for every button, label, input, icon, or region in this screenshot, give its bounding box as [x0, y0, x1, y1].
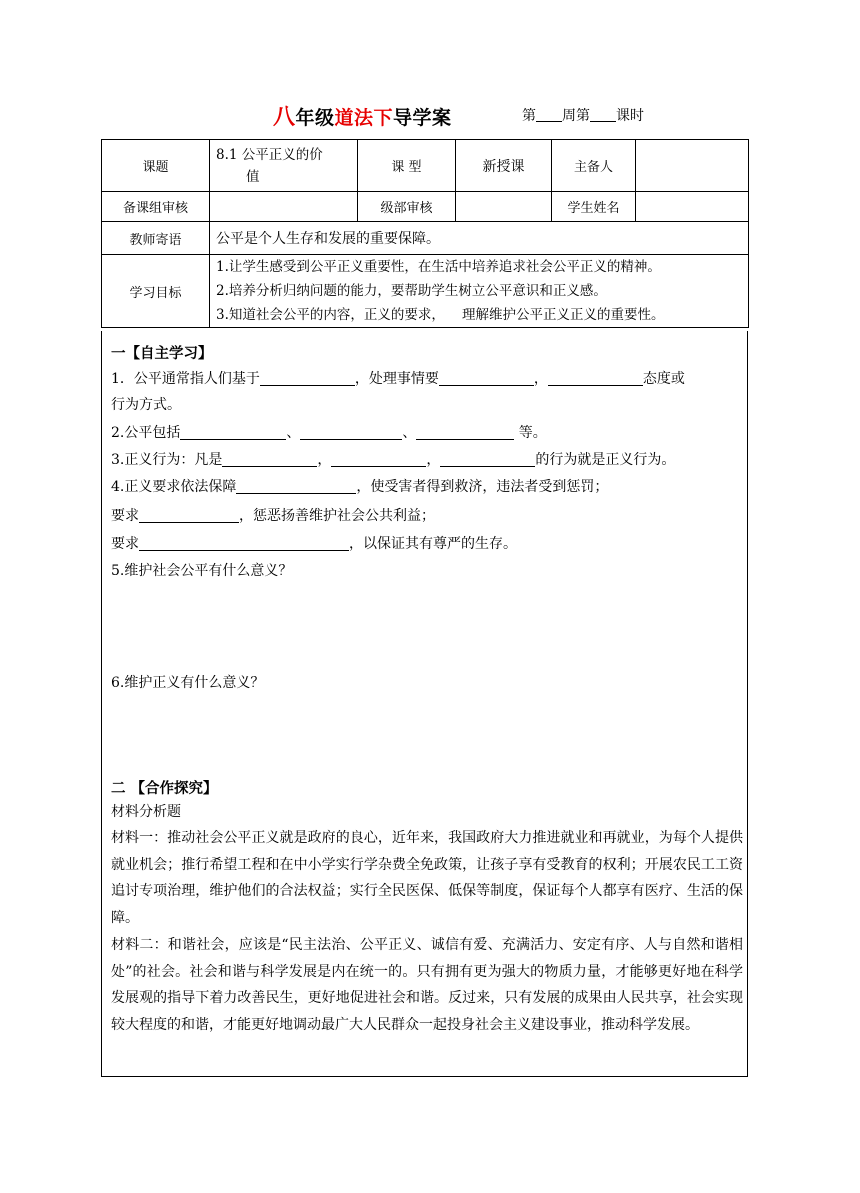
q2-blank-1[interactable] [180, 423, 286, 440]
q3-text-c: ， [426, 452, 441, 468]
period-blank[interactable] [590, 107, 616, 122]
info-row-topic [102, 140, 749, 192]
group-review-label: 备课组审核 [102, 192, 210, 222]
q3-text-d: 的行为就是正义行为。 [535, 452, 676, 468]
q4-blank-3[interactable] [139, 534, 349, 551]
q4-text-a: 4.正义要求依法保障 [111, 479, 237, 495]
q2-text-d: 等。 [514, 425, 547, 441]
material-analysis-subheading: 材料分析题 [111, 804, 181, 820]
goal-item: 1.让学生感受到公平正义重要性，在生活中培养追求社会公平正义的精神。 [216, 259, 661, 275]
q4-text-c: 要求 [111, 508, 139, 524]
q1-text-c: ， [533, 371, 548, 387]
q4-text-b: ，使受害者得到救济，违法者受到惩罚； [356, 479, 609, 495]
q4-blank-2[interactable] [139, 506, 239, 523]
q1-blank-1[interactable] [260, 369, 355, 386]
question-2 [111, 420, 743, 446]
week-period-field [522, 105, 644, 125]
question-3 [111, 447, 743, 473]
q3-blank-1[interactable] [222, 450, 317, 467]
info-row-teacher-msg [102, 222, 749, 255]
grade-review-label: 级部审核 [358, 192, 456, 222]
type-value: 新授课 [456, 140, 552, 192]
teacher-msg-value: 公平是个人生存和发展的重要保障。 [210, 222, 749, 255]
goal-item: 2.培养分析归纳问题的能力，要帮助学生树立公平意识和正义感。 [216, 283, 607, 299]
title-grade: 年级 [295, 107, 335, 129]
q3-blank-2[interactable] [331, 450, 426, 467]
topic-value [210, 140, 358, 192]
student-name-value[interactable] [636, 192, 749, 222]
week-blank[interactable] [536, 107, 562, 122]
topic-label: 课题 [102, 140, 210, 192]
q4-text-d: ，惩恶扬善维护社会公共利益； [239, 508, 435, 524]
goal-item: 3.知道社会公平的内容，正义的要求， 理解维护公平正义正义的重要性。 [216, 307, 665, 323]
week-prefix: 第 [522, 108, 536, 124]
teacher-msg-label: 教师寄语 [102, 222, 210, 255]
question-6: 6.维护正义有什么意义？ [111, 675, 265, 691]
header [0, 100, 860, 130]
title-grade-number: 八 [273, 105, 296, 130]
study-content-box [101, 331, 748, 1077]
material-2: 材料二：和谐社会，应该是“民主法治、公平正义、诚信有爱、充满活力、安定有序、人与自然和谐相处”的社会。社会和谐与科学发展是内在统一的。只有拥有更为强大的物质力量，才能够更好地在科学发展观的指导下着力改善民生，更好地促进社会和谐。反过来，只有发展的成果由人民共享，社会实现较大程度的和谐，才能更好地调动最广大人民群众一起投身社会主义建设事业，推动科学发展。 [111, 937, 743, 1033]
q1-blank-2[interactable] [439, 369, 534, 386]
week-mid: 周第 [562, 108, 590, 124]
q1-text-a: 1．公平通常指人们基于 [111, 371, 260, 387]
question-5: 5.维护社会公平有什么意义？ [111, 563, 293, 579]
q1-text-b: ，处理事情要 [354, 371, 439, 387]
q3-blank-3[interactable] [440, 450, 535, 467]
title-type: 导学案 [393, 107, 452, 129]
q3-text-b: ， [317, 452, 332, 468]
student-name-label: 学生姓名 [552, 192, 636, 222]
q1-blank-3[interactable] [548, 369, 643, 386]
grade-review-value[interactable] [456, 192, 552, 222]
q2-blank-3[interactable] [416, 423, 514, 440]
question-4-line2 [111, 503, 743, 529]
q4-text-f: ，以保证其有尊严的生存。 [349, 536, 517, 552]
preparer-value[interactable] [636, 140, 749, 192]
question-4-line3 [111, 531, 743, 557]
page-title [273, 100, 452, 131]
info-table [101, 139, 749, 328]
goals-label: 学习目标 [102, 255, 210, 328]
self-study-heading: 一【自主学习】 [111, 346, 213, 362]
q2-text-c: 、 [402, 425, 417, 441]
preparer-label: 主备人 [552, 140, 636, 192]
week-suffix: 课时 [616, 108, 644, 124]
question-4 [111, 474, 743, 500]
q4-text-e: 要求 [111, 536, 139, 552]
q2-text-b: 、 [286, 425, 301, 441]
material-1: 材料一：推动社会公平正义就是政府的良心，近年来，我国政府大力推进就业和再就业，为每个人提供就业机会；推行希望工程和在中小学实行学杂费全免政策，让孩子享有受教育的权利；开展农民工工资追讨专项治理，维护他们的合法权益；实行全民医保、低保等制度，保证每个人都享有医疗、生活的保障。 [111, 830, 743, 926]
topic-value-line2: 值 [246, 168, 260, 185]
q2-blank-2[interactable] [300, 423, 402, 440]
info-row-review [102, 192, 749, 222]
topic-value-line1: 8.1 公平正义的价 [216, 146, 323, 163]
cooperate-heading: 二 【合作探究】 [111, 781, 218, 797]
info-row-goals [102, 255, 749, 328]
question-1-cont: 行为方式。 [111, 397, 181, 413]
title-subject: 道法下 [334, 107, 394, 129]
question-1 [111, 366, 743, 392]
type-label: 课 型 [358, 140, 456, 192]
q3-text-a: 3.正义行为：凡是 [111, 452, 223, 468]
q2-text-a: 2.公平包括 [111, 425, 181, 441]
group-review-value[interactable] [210, 192, 358, 222]
goals-list [210, 255, 749, 328]
q4-blank-1[interactable] [236, 477, 356, 494]
q1-text-d: 态度或 [642, 371, 685, 387]
